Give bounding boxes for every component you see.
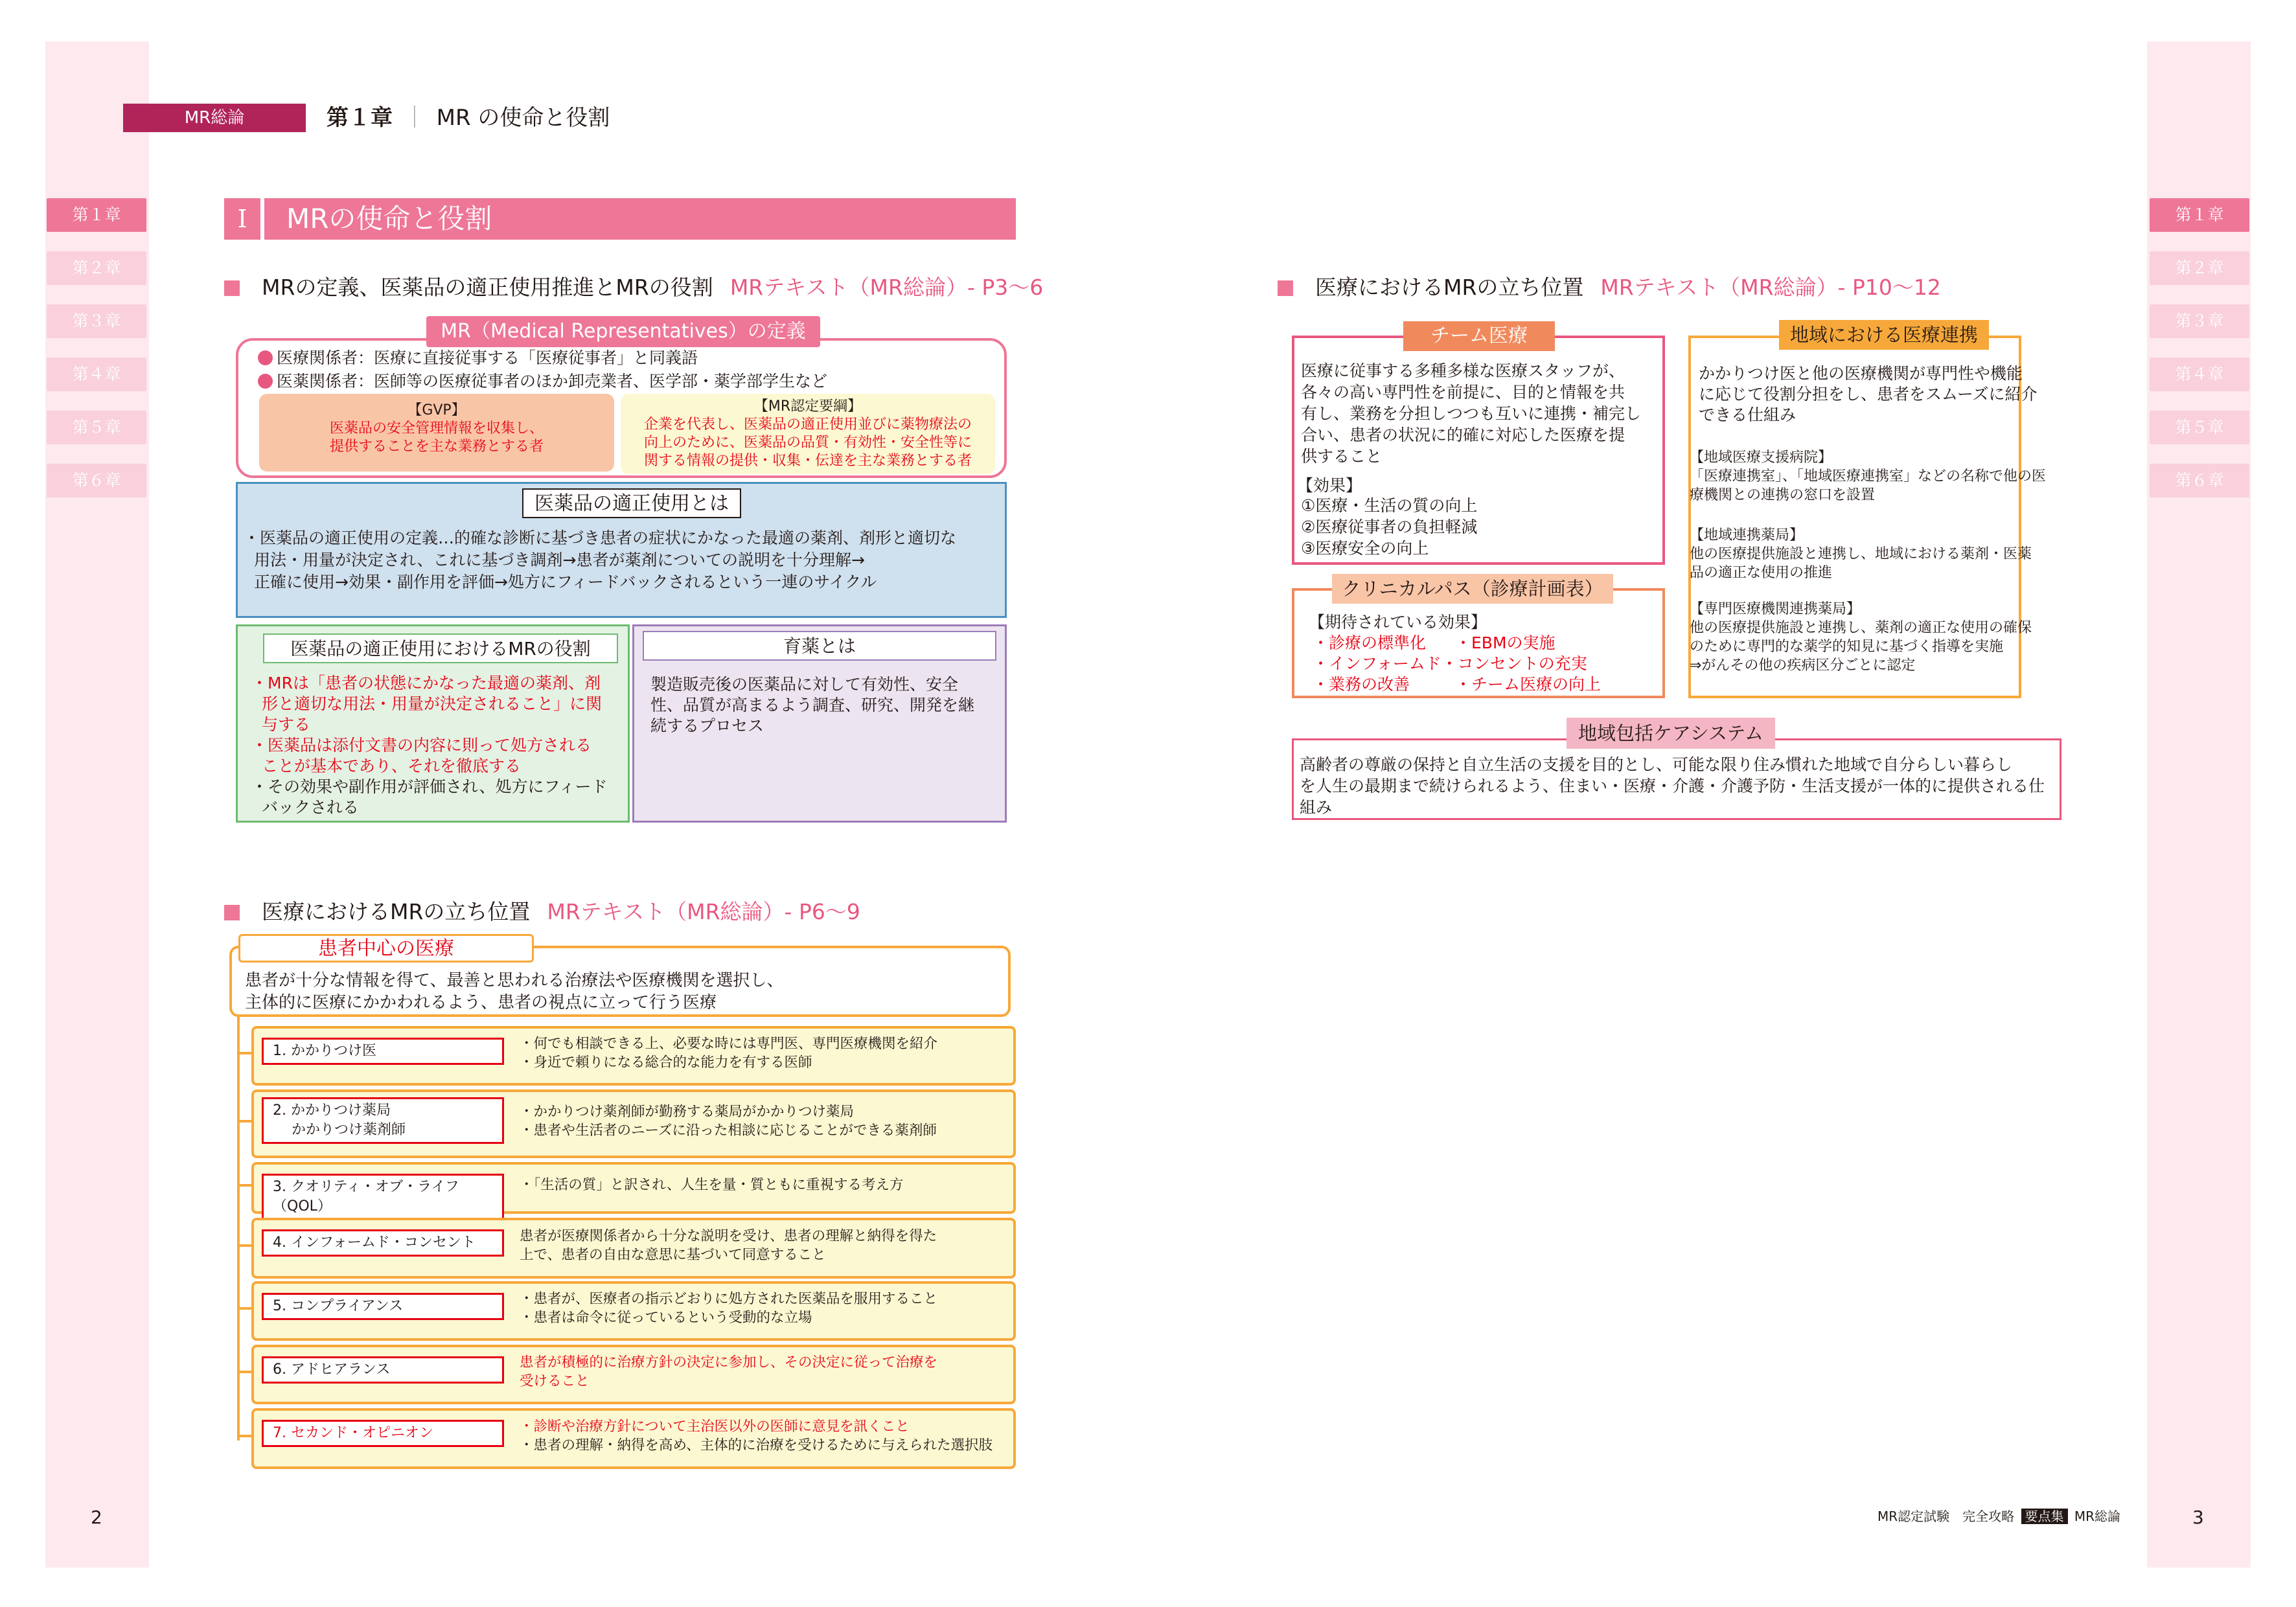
tab-chapter-6[interactable]: 第６章 bbox=[2150, 464, 2249, 497]
clinical-effect-1: ・診療の標準化 bbox=[1313, 633, 1427, 652]
concept-description-line: 受けること bbox=[520, 1373, 590, 1389]
ikuyaku-line-3: 続するプロセス bbox=[650, 716, 764, 735]
category-label: MR総論 bbox=[123, 104, 306, 132]
team-line-4: 合い、患者の状況に的確に対応した医療を提 bbox=[1301, 426, 1625, 444]
definition-bullet-1: 医療関係者：医療に直接従事する「医療従事者」と同義語 bbox=[258, 347, 698, 369]
tab-chapter-2[interactable]: 第２章 bbox=[2150, 251, 2249, 285]
concept-label-line: 5. コンプライアンス bbox=[273, 1298, 404, 1314]
concept-label-line: 3. クオリティ・オブ・ライフ（QOL） bbox=[273, 1179, 459, 1214]
concept-label-line: かかりつけ薬剤師 bbox=[273, 1122, 406, 1138]
concept-label bbox=[262, 1356, 504, 1384]
sec1-heading bbox=[224, 271, 1043, 301]
concept-description-line: ・患者は命令に従っているという受動的な立場 bbox=[520, 1310, 812, 1326]
circle-bullet-icon bbox=[258, 350, 273, 365]
regional-cooperation-title: 地域における医療連携 bbox=[1779, 320, 1989, 350]
square-bullet-icon bbox=[224, 280, 240, 296]
clinical-path-expected: 【期待されている効果】 bbox=[1309, 613, 1487, 632]
care-line-3: 組み bbox=[1300, 798, 1333, 817]
page-number-right: 3 bbox=[2192, 1507, 2204, 1528]
definition-bullet-2: 医薬関係者：医師等の医療従事者のほか卸売業者、医学部・薬学部学生など bbox=[258, 370, 827, 392]
tab-chapter-4[interactable]: 第４章 bbox=[47, 358, 146, 391]
concept-description-line: ・「生活の質」と訳され、人生を量・質ともに重視する考え方 bbox=[520, 1177, 904, 1193]
concept-label-line: 6. アドヒアランス bbox=[273, 1362, 391, 1378]
concept-label bbox=[262, 1097, 504, 1144]
team-line-2: 各々の高い専門性を前提に、目的と情報を共 bbox=[1301, 383, 1625, 402]
clinical-effect-4: ・EBMの実施 bbox=[1455, 633, 1556, 652]
concept-label bbox=[262, 1174, 504, 1220]
mr-role-line-2: 形と適切な用法・用量が決定されること」に関 bbox=[262, 694, 603, 713]
tree-branch-line bbox=[237, 1435, 253, 1437]
tab-chapter-5[interactable]: 第５章 bbox=[2150, 411, 2249, 444]
concept-description-line: 上で、患者の自由な意思に基づいて同意すること bbox=[520, 1247, 826, 1263]
tree-branch-line bbox=[237, 1244, 253, 1247]
team-line-5: 供すること bbox=[1301, 447, 1383, 466]
mr-role-title: 医薬品の適正使用におけるMRの役割 bbox=[263, 633, 618, 663]
concept-label-line: 7. セカンド・オピニオン bbox=[273, 1425, 433, 1441]
regional-intro-1: かかりつけ医と他の医療機関が専門性や機能 bbox=[1699, 364, 2023, 383]
regional-block-line: ⇒がんその他の疾病区分ごとに認定 bbox=[1690, 657, 1916, 674]
chapter-heading bbox=[327, 102, 610, 133]
mr-role-line-4: ・医薬品は添付文書の内容に則って処方される bbox=[251, 736, 592, 755]
mr-role-line-3: 与する bbox=[262, 715, 311, 734]
book-subject: MR総論 bbox=[2074, 1509, 2121, 1524]
patient-center-line-1: 患者が十分な情報を得て、最善と思われる治療法や医療機関を選択し、 bbox=[245, 971, 784, 990]
tab-chapter-1[interactable]: 第１章 bbox=[47, 198, 146, 232]
regional-block-title: 【地域連携薬局】 bbox=[1690, 527, 1804, 543]
requirements-line-1: 企業を代表し、医薬品の適正使用並びに薬物療法の bbox=[643, 416, 972, 433]
regional-block-line: のために専門的な薬学的知見に基づく指導を実施 bbox=[1690, 639, 2004, 655]
book-badge: 要点集 bbox=[2021, 1509, 2068, 1524]
section-title: MRの使命と役割 bbox=[286, 203, 492, 234]
concept-item bbox=[251, 1026, 1016, 1086]
proper-use-line-2: 用法・用量が決定され、これに基づき調剤→患者が薬剤についての説明を十分理解→ bbox=[254, 551, 865, 569]
patient-center-title: 患者中心の医療 bbox=[238, 934, 534, 963]
mr-role-line-1: ・MRは「患者の状態にかなった最適の薬剤、剤 bbox=[251, 674, 601, 692]
ikuyaku-title: 育薬とは bbox=[643, 631, 996, 661]
tree-branch-line bbox=[237, 1307, 253, 1310]
concept-description-line: 患者が積極的に治療方針の決定に参加し、その決定に従って治療を bbox=[520, 1354, 938, 1371]
requirements-line-2: 向上のために、医薬品の品質・有効性・安全性等に bbox=[643, 435, 972, 451]
sec1-text-reference: MRテキスト（MR総論）- P3〜6 bbox=[729, 275, 1044, 300]
concept-label bbox=[262, 1229, 504, 1257]
square-bullet-icon bbox=[1278, 280, 1293, 296]
sec2-text-reference: MRテキスト（MR総論）- P6〜9 bbox=[547, 899, 860, 924]
mr-role-line-6: ・その効果や副作用が評価され、処方にフィード bbox=[251, 777, 608, 796]
tab-chapter-5[interactable]: 第５章 bbox=[47, 411, 146, 444]
sec3-heading-text: 医療におけるMRの立ち位置 bbox=[1315, 275, 1584, 300]
concept-description-line: ・患者や生活者のニーズに沿った相談に応じることができる薬剤師 bbox=[520, 1123, 937, 1139]
chapter-number: 第１章 bbox=[327, 105, 393, 131]
gvp-line-2: 提供することを主な業務とする者 bbox=[329, 439, 544, 455]
regional-intro-2: に応じて役割分担をし、患者をスムーズに紹介 bbox=[1699, 385, 2038, 404]
tab-chapter-2[interactable]: 第２章 bbox=[47, 251, 146, 285]
sec2-heading bbox=[224, 895, 860, 926]
team-effect-1: ①医療・生活の質の向上 bbox=[1301, 496, 1478, 515]
tree-connector-line bbox=[237, 1017, 240, 1441]
proper-use-line-3: 正確に使用→効果・副作用を評価→処方にフィードバックされるという一連のサイクル bbox=[254, 573, 877, 591]
gvp-title: 【GVP】 bbox=[408, 402, 466, 418]
sec1-heading-text: MRの定義、医薬品の適正使用推進とMRの役割 bbox=[262, 275, 713, 300]
tab-chapter-6[interactable]: 第６章 bbox=[47, 464, 146, 497]
concept-description-line: ・患者の理解・納得を高め、主体的に治療を受けるために与えられた選択肢 bbox=[520, 1437, 993, 1453]
regional-block-line: 「医療連携室」、「地域医療連携室」などの名称で他の医 bbox=[1690, 468, 2047, 484]
clinical-effect-5: ・チーム医療の向上 bbox=[1455, 675, 1601, 694]
tab-chapter-4[interactable]: 第４章 bbox=[2150, 358, 2249, 391]
mr-definition-title: MR（Medical Representatives）の定義 bbox=[426, 316, 820, 347]
team-line-1: 医療に従事する多種多様な医療スタッフが、 bbox=[1301, 361, 1625, 380]
team-medicine-title: チーム医療 bbox=[1403, 321, 1555, 351]
concept-label bbox=[262, 1038, 504, 1065]
requirements-title: 【MR認定要綱】 bbox=[753, 398, 862, 415]
proper-use-line-1: ・医薬品の適正使用の定義…的確な診断に基づき患者の症状にかなった最適の薬剤、剤形と適切な bbox=[244, 529, 957, 547]
concept-description-line: ・患者が、医療者の指示どおりに処方された医薬品を服用すること bbox=[520, 1291, 938, 1307]
concept-description-line: ・身近で頼りになる総合的な能力を有する医師 bbox=[520, 1054, 812, 1071]
concept-item bbox=[251, 1408, 1016, 1469]
sec2-heading-text: 医療におけるMRの立ち位置 bbox=[262, 899, 531, 924]
clinical-effect-3: ・業務の改善 bbox=[1313, 675, 1410, 694]
concept-item bbox=[251, 1089, 1016, 1158]
tree-branch-line bbox=[237, 1052, 253, 1054]
tab-chapter-3[interactable]: 第３章 bbox=[2150, 304, 2249, 338]
regional-intro-3: できる仕組み bbox=[1699, 405, 1797, 424]
concept-description-line: ・診断や治療方針について主治医以外の医師に意見を訊くこと bbox=[520, 1419, 910, 1435]
concept-item bbox=[251, 1218, 1016, 1279]
sec3-text-reference: MRテキスト（MR総論）- P10〜12 bbox=[1600, 275, 1941, 300]
section-numeral: Ⅰ bbox=[224, 198, 264, 240]
patient-center-line-2: 主体的に医療にかかわれるよう、患者の視点に立って行う医療 bbox=[245, 993, 717, 1012]
clinical-path-title: クリニカルパス（診療計画表） bbox=[1332, 574, 1613, 604]
team-line-3: 有し、業務を分担しつつも互いに連携・補完し bbox=[1301, 404, 1642, 423]
concept-description-line: ・何でも相談できる上、必要な時には専門医、専門医療機関を紹介 bbox=[520, 1036, 938, 1052]
tree-branch-line bbox=[237, 1120, 253, 1123]
concept-item bbox=[251, 1281, 1016, 1341]
concept-label-line: 1. かかりつけ医 bbox=[273, 1043, 376, 1059]
team-effect-3: ③医療安全の向上 bbox=[1301, 539, 1429, 558]
concept-label bbox=[262, 1420, 504, 1447]
tree-branch-line bbox=[237, 1371, 253, 1373]
tree-branch-line bbox=[237, 1184, 253, 1187]
care-line-1: 高齢者の尊厳の保持と自立生活の支援を目的とし、可能な限り住み慣れた地域で自分らしい暮らし bbox=[1300, 755, 2013, 774]
ikuyaku-line-2: 性、品質が高まるよう調査、研究、開発を継 bbox=[650, 696, 975, 714]
concept-item bbox=[251, 1162, 1016, 1214]
tab-chapter-3[interactable]: 第３章 bbox=[47, 304, 146, 338]
ikuyaku-line-1: 製造販売後の医薬品に対して有効性、安全 bbox=[650, 675, 959, 694]
book-title: MR認定試験 完全攻略 bbox=[1877, 1509, 2015, 1524]
concept-description-line: ・かかりつけ薬剤師が勤務する薬局がかかりつけ薬局 bbox=[520, 1104, 855, 1120]
gvp-line-1: 医薬品の安全管理情報を収集し、 bbox=[329, 420, 544, 437]
circle-bullet-icon bbox=[258, 374, 273, 389]
tab-chapter-1[interactable]: 第１章 bbox=[2150, 198, 2249, 232]
team-effects-title: 【効果】 bbox=[1297, 476, 1362, 495]
regional-block-line: 療機関との連携の窓口を設置 bbox=[1690, 487, 1876, 503]
mr-role-line-7: バックされる bbox=[262, 798, 360, 817]
regional-block-title: 【専門医療機関連携薬局】 bbox=[1690, 601, 1861, 617]
chapter-separator: ｜ bbox=[403, 105, 426, 131]
mr-requirements-box bbox=[621, 394, 995, 474]
gvp-box bbox=[259, 394, 614, 472]
regional-block-line: 他の医療提供施設と連携し、地域における薬剤・医薬 bbox=[1690, 546, 2032, 562]
book-footer bbox=[1877, 1508, 2120, 1525]
clinical-effect-2: ・インフォームド・コンセントの充実 bbox=[1313, 654, 1587, 673]
regional-block-line: 品の適正な使用の推進 bbox=[1690, 565, 1833, 581]
concept-item bbox=[251, 1345, 1016, 1404]
page-number-left: 2 bbox=[91, 1507, 102, 1528]
team-effect-2: ②医療従事者の負担軽減 bbox=[1301, 518, 1478, 536]
sec3-heading bbox=[1278, 271, 1941, 301]
regional-block-line: 他の医療提供施設と連携し、薬剤の適正な使用の確保 bbox=[1690, 620, 2032, 636]
proper-use-title: 医薬品の適正使用とは bbox=[522, 488, 741, 518]
regional-block-title: 【地域医療支援病院】 bbox=[1690, 450, 1833, 466]
concept-label bbox=[262, 1293, 504, 1320]
concept-description-line: 患者が医療関係者から十分な説明を受け、患者の理解と納得を得た bbox=[520, 1228, 937, 1244]
square-bullet-icon bbox=[224, 905, 240, 920]
chapter-title: MR の使命と役割 bbox=[436, 105, 610, 131]
concept-label-line: 2. かかりつけ薬局 bbox=[273, 1102, 391, 1119]
care-line-2: を人生の最期まで続けられるよう、住まい・医療・介護・介護予防・生活支援が一体的に提供される仕 bbox=[1300, 777, 2045, 795]
requirements-line-3: 関する情報の提供・収集・伝達を主な業務とする者 bbox=[643, 453, 972, 469]
concept-label-line: 4. インフォームド・コンセント bbox=[273, 1235, 476, 1251]
community-care-title: 地域包括ケアシステム bbox=[1567, 718, 1775, 749]
mr-role-line-5: ことが基本であり、それを徹底する bbox=[262, 757, 522, 775]
section-banner bbox=[224, 198, 1016, 240]
